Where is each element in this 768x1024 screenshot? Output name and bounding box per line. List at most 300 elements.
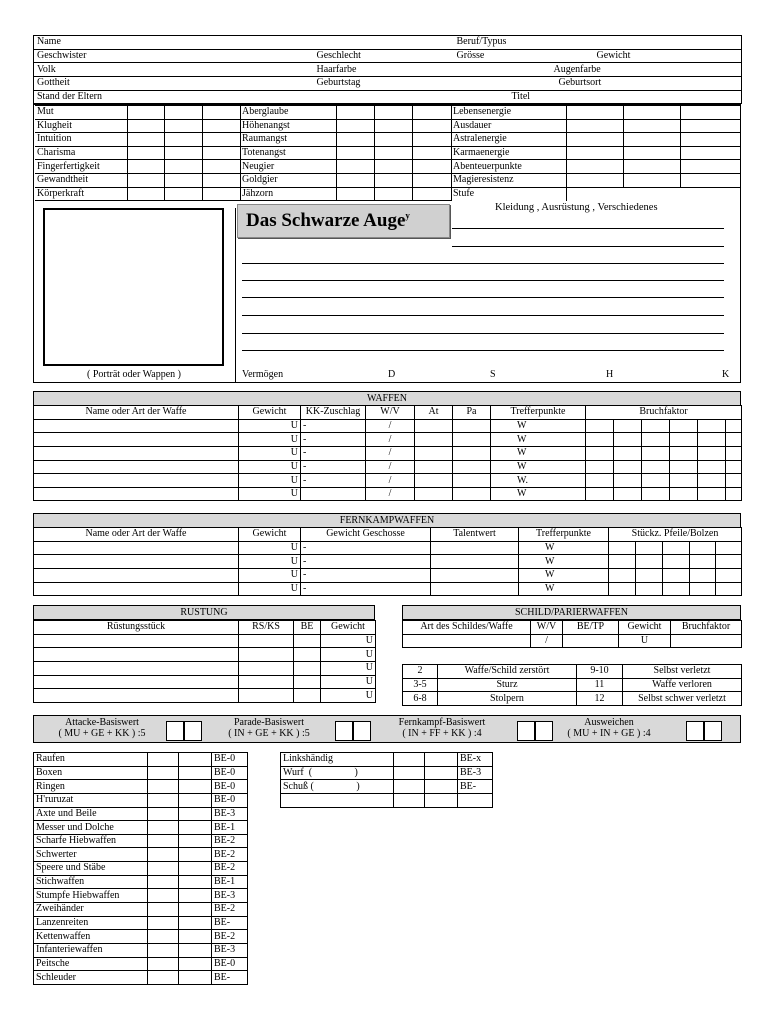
talent-value-cell[interactable] xyxy=(148,848,179,862)
col-header: Bruchfaktor xyxy=(586,406,742,420)
weapon-wv-cell[interactable]: / xyxy=(366,460,415,474)
weapon-pa-cell[interactable] xyxy=(453,460,491,474)
ranged-ammo-weight-cell[interactable]: - xyxy=(301,555,431,569)
weapon-break-cell[interactable] xyxy=(726,419,742,433)
ranged-talent-cell[interactable] xyxy=(431,568,519,582)
attribute-value-cell[interactable] xyxy=(566,187,623,201)
talent-value-cell[interactable] xyxy=(148,753,179,767)
weapon-pa-cell[interactable] xyxy=(453,419,491,433)
ranged-tp-cell[interactable]: W xyxy=(519,555,609,569)
attribute-value-cell[interactable] xyxy=(623,133,680,147)
ranged-count-cell[interactable] xyxy=(663,582,690,596)
weapon-break-cell[interactable] xyxy=(698,419,726,433)
ranged-count-cell[interactable] xyxy=(636,555,663,569)
attribute-value-cell[interactable] xyxy=(202,187,240,201)
patzer-table xyxy=(402,664,742,706)
ranged-count-cell[interactable] xyxy=(663,555,690,569)
ranged-count-cell[interactable] xyxy=(716,541,742,555)
attribute-value-cell[interactable] xyxy=(336,187,374,201)
ranged-count-cell[interactable] xyxy=(609,568,636,582)
talent-value-cell[interactable] xyxy=(179,807,212,821)
equipment-line[interactable] xyxy=(242,263,724,264)
weapon-name-cell[interactable] xyxy=(34,487,239,501)
talent-value-cell[interactable] xyxy=(179,889,212,903)
siblings-field[interactable]: Geschwister xyxy=(34,49,314,63)
attribute-value-cell[interactable] xyxy=(127,146,164,160)
deity-field[interactable]: Gottheit xyxy=(34,77,314,91)
talent-value-cell[interactable] xyxy=(148,766,179,780)
attribute-value-cell[interactable] xyxy=(623,146,680,160)
equipment-line[interactable] xyxy=(242,333,724,334)
talent-value-cell[interactable] xyxy=(148,780,179,794)
attribute-value-cell[interactable] xyxy=(127,119,164,133)
ranged-count-cell[interactable] xyxy=(690,582,716,596)
ranged-tp-cell[interactable]: W xyxy=(519,541,609,555)
weapon-at-cell[interactable] xyxy=(415,433,453,447)
talent-value-cell[interactable] xyxy=(148,821,179,835)
talent-value-cell[interactable] xyxy=(179,875,212,889)
wealth-h: H xyxy=(606,369,614,380)
attribute-value-cell[interactable] xyxy=(623,160,680,174)
talent-value-cell[interactable] xyxy=(179,753,212,767)
talent-value-cell[interactable] xyxy=(179,780,212,794)
table-row xyxy=(34,487,742,501)
table-header-row xyxy=(34,528,742,542)
armor-weight-cell[interactable]: U xyxy=(321,634,376,648)
armor-name-cell[interactable] xyxy=(34,675,239,689)
armor-rs-cell[interactable] xyxy=(239,675,294,689)
attribute-value-cell[interactable] xyxy=(374,173,412,187)
ranged-weight-cell[interactable]: U xyxy=(239,568,301,582)
equipment-line[interactable] xyxy=(242,297,724,298)
weapon-break-cell[interactable] xyxy=(726,460,742,474)
attribute-value-cell[interactable] xyxy=(412,160,451,174)
weapon-break-cell[interactable] xyxy=(642,474,670,488)
talent-value-cell[interactable] xyxy=(148,930,179,944)
attribute-value-cell[interactable] xyxy=(336,106,374,120)
ranged-ammo-weight-cell[interactable]: - xyxy=(301,568,431,582)
attribute-value-cell[interactable] xyxy=(680,160,740,174)
ranged-count-cell[interactable] xyxy=(690,568,716,582)
talent-value-cell[interactable] xyxy=(148,889,179,903)
shield-weight-cell[interactable]: U xyxy=(619,634,671,648)
ranged-count-cell[interactable] xyxy=(716,555,742,569)
shield-wv-cell[interactable]: / xyxy=(531,634,563,648)
talent-value-cell[interactable] xyxy=(179,834,212,848)
ranged-count-cell[interactable] xyxy=(609,541,636,555)
attribute-value-cell[interactable] xyxy=(680,173,740,187)
equipment-line[interactable] xyxy=(452,246,724,247)
weight-field[interactable]: Gewicht xyxy=(594,49,742,63)
ranged-name-cell[interactable] xyxy=(34,541,239,555)
weapon-tp-cell[interactable]: W xyxy=(491,419,586,433)
ranged-count-cell[interactable] xyxy=(663,541,690,555)
attribute-value-cell[interactable] xyxy=(374,187,412,201)
weapon-break-cell[interactable] xyxy=(670,446,698,460)
talent-value-cell[interactable] xyxy=(179,943,212,957)
armor-be-cell[interactable] xyxy=(294,675,321,689)
ranged-count-cell[interactable] xyxy=(636,582,663,596)
ranged-count-cell[interactable] xyxy=(716,582,742,596)
armor-be-cell[interactable] xyxy=(294,648,321,662)
attribute-value-cell[interactable] xyxy=(412,119,451,133)
weapon-break-cell[interactable] xyxy=(614,446,642,460)
armor-name-cell[interactable] xyxy=(34,648,239,662)
weapon-break-cell[interactable] xyxy=(698,487,726,501)
weapon-kk-cell[interactable]: - xyxy=(301,460,366,474)
talent-value-cell[interactable] xyxy=(425,753,458,767)
attribute-value-cell[interactable] xyxy=(336,133,374,147)
attribute-value-cell[interactable] xyxy=(202,173,240,187)
portrait-box[interactable] xyxy=(43,208,224,366)
weapon-weight-cell[interactable]: U xyxy=(239,474,301,488)
ranged-tp-cell[interactable]: W xyxy=(519,582,609,596)
weapon-wv-cell[interactable]: / xyxy=(366,474,415,488)
weapon-break-cell[interactable] xyxy=(586,474,614,488)
ranged-talent-cell[interactable] xyxy=(431,582,519,596)
attribute-value-cell[interactable] xyxy=(374,146,412,160)
talent-value-cell[interactable] xyxy=(148,793,179,807)
weapon-break-cell[interactable] xyxy=(642,433,670,447)
basiswert-input-box[interactable] xyxy=(166,721,184,741)
table-row xyxy=(34,433,742,447)
armor-rs-cell[interactable] xyxy=(239,634,294,648)
attribute-value-cell[interactable] xyxy=(566,146,623,160)
equipment-line[interactable] xyxy=(452,228,724,229)
weapon-break-cell[interactable] xyxy=(614,460,642,474)
attribute-value-cell[interactable] xyxy=(127,133,164,147)
talent-value-cell[interactable] xyxy=(425,793,458,807)
weapon-kk-cell[interactable] xyxy=(301,487,366,501)
ranged-ammo-weight-cell[interactable]: - xyxy=(301,541,431,555)
weapon-break-cell[interactable] xyxy=(586,419,614,433)
equipment-line[interactable] xyxy=(242,315,724,316)
armor-weight-cell[interactable]: U xyxy=(321,648,376,662)
shield-break-cell[interactable] xyxy=(671,634,742,648)
weapon-break-cell[interactable] xyxy=(586,460,614,474)
ranged-ammo-weight-cell[interactable]: - xyxy=(301,582,431,596)
waffen-table xyxy=(33,405,742,501)
weapon-wv-cell[interactable]: / xyxy=(366,446,415,460)
attribute-value-cell[interactable] xyxy=(164,106,202,120)
table-row xyxy=(34,675,376,689)
weapon-at-cell[interactable] xyxy=(415,487,453,501)
attribute-value-cell[interactable] xyxy=(412,146,451,160)
ranged-name-cell[interactable] xyxy=(34,555,239,569)
attribute-value-cell[interactable] xyxy=(566,133,623,147)
attribute-row xyxy=(451,119,740,133)
talent-value-cell[interactable] xyxy=(179,862,212,876)
weapon-break-cell[interactable] xyxy=(670,419,698,433)
weapon-name-cell[interactable] xyxy=(34,446,239,460)
attribute-value-cell[interactable] xyxy=(412,106,451,120)
weapon-kk-cell[interactable]: - xyxy=(301,419,366,433)
ranged-name-cell[interactable] xyxy=(34,582,239,596)
attribute-value-cell[interactable] xyxy=(623,106,680,120)
gender-field[interactable]: Geschlecht xyxy=(314,49,454,63)
table-row xyxy=(34,568,742,582)
attribute-value-cell[interactable] xyxy=(127,160,164,174)
weapon-pa-cell[interactable] xyxy=(453,446,491,460)
parents-status-field[interactable]: Stand der Eltern xyxy=(34,90,454,104)
attribute-value-cell[interactable] xyxy=(374,133,412,147)
attribute-value-cell[interactable] xyxy=(566,160,623,174)
weapon-break-cell[interactable] xyxy=(698,460,726,474)
weapon-weight-cell[interactable]: U xyxy=(239,487,301,501)
hair-color-field[interactable]: Haarfarbe xyxy=(314,63,454,77)
weapon-at-cell[interactable] xyxy=(415,474,453,488)
weapon-break-cell[interactable] xyxy=(698,474,726,488)
ranged-count-cell[interactable] xyxy=(663,568,690,582)
weapon-break-cell[interactable] xyxy=(614,474,642,488)
table-row xyxy=(34,930,248,944)
armor-rs-cell[interactable] xyxy=(239,648,294,662)
weapon-wv-cell[interactable]: / xyxy=(366,487,415,501)
attribute-value-cell[interactable] xyxy=(164,187,202,201)
attribute-value-cell[interactable] xyxy=(164,160,202,174)
talent-value-cell[interactable] xyxy=(179,916,212,930)
talent-value-cell[interactable] xyxy=(179,930,212,944)
weapon-name-cell[interactable] xyxy=(34,474,239,488)
armor-name-cell[interactable] xyxy=(34,634,239,648)
equipment-line[interactable] xyxy=(242,350,724,351)
basiswert-input-box[interactable] xyxy=(704,721,722,741)
attribute-value-cell[interactable] xyxy=(680,119,740,133)
attribute-value-cell[interactable] xyxy=(202,133,240,147)
weapon-weight-cell[interactable]: U xyxy=(239,460,301,474)
weapon-at-cell[interactable] xyxy=(415,446,453,460)
attribute-value-cell[interactable] xyxy=(127,187,164,201)
ranged-weight-cell[interactable]: U xyxy=(239,582,301,596)
special-talent-name: Linkshändig xyxy=(281,753,394,767)
talent-value-cell[interactable] xyxy=(394,793,425,807)
talent-value-cell[interactable] xyxy=(148,957,179,971)
weapon-name-cell[interactable] xyxy=(34,433,239,447)
talent-value-cell[interactable] xyxy=(148,971,179,985)
people-field[interactable]: Volk xyxy=(34,63,314,77)
weapon-kk-cell[interactable]: - xyxy=(301,433,366,447)
attribute-value-cell[interactable] xyxy=(336,160,374,174)
attribute-value-cell[interactable] xyxy=(623,187,680,201)
weapon-pa-cell[interactable] xyxy=(453,433,491,447)
attribute-value-cell[interactable] xyxy=(374,106,412,120)
talent-value-cell[interactable] xyxy=(179,971,212,985)
ranged-count-cell[interactable] xyxy=(716,568,742,582)
weapon-break-cell[interactable] xyxy=(670,474,698,488)
weapon-name-cell[interactable] xyxy=(34,419,239,433)
ranged-count-cell[interactable] xyxy=(609,582,636,596)
ranged-weight-cell[interactable]: U xyxy=(239,541,301,555)
basiswert-input-box[interactable] xyxy=(686,721,704,741)
attribute-value-cell[interactable] xyxy=(202,119,240,133)
attribute-value-cell[interactable] xyxy=(127,173,164,187)
talent-value-cell[interactable] xyxy=(148,834,179,848)
talent-value-cell[interactable] xyxy=(179,793,212,807)
ranged-talent-cell[interactable] xyxy=(431,555,519,569)
attribute-value-cell[interactable] xyxy=(566,173,623,187)
weapon-break-cell[interactable] xyxy=(614,433,642,447)
basiswert-input-box[interactable] xyxy=(335,721,353,741)
table-row xyxy=(34,689,376,703)
talent-value-cell[interactable] xyxy=(148,903,179,917)
weapon-kk-cell[interactable]: - xyxy=(301,446,366,460)
kampftalente-table xyxy=(33,752,248,985)
ranged-count-cell[interactable] xyxy=(690,541,716,555)
weapon-break-cell[interactable] xyxy=(670,487,698,501)
talent-value-cell[interactable] xyxy=(179,821,212,835)
basiswert-input-box[interactable] xyxy=(184,721,202,741)
talent-be: BE-0 xyxy=(212,780,248,794)
weapon-break-cell[interactable] xyxy=(614,419,642,433)
talent-value-cell[interactable] xyxy=(148,943,179,957)
talent-value-cell[interactable] xyxy=(148,862,179,876)
weapon-break-cell[interactable] xyxy=(726,474,742,488)
attribute-value-cell[interactable] xyxy=(680,106,740,120)
weapon-weight-cell[interactable]: U xyxy=(239,419,301,433)
talent-value-cell[interactable] xyxy=(148,875,179,889)
weapon-pa-cell[interactable] xyxy=(453,487,491,501)
weapon-tp-cell[interactable]: W xyxy=(491,487,586,501)
attribute-value-cell[interactable] xyxy=(412,173,451,187)
shield-name-cell[interactable] xyxy=(403,634,531,648)
weapon-break-cell[interactable] xyxy=(586,433,614,447)
ranged-tp-cell[interactable]: W xyxy=(519,568,609,582)
armor-weight-cell[interactable]: U xyxy=(321,675,376,689)
talent-value-cell[interactable] xyxy=(425,780,458,794)
talent-value-cell[interactable] xyxy=(179,957,212,971)
attribute-value-cell[interactable] xyxy=(202,160,240,174)
attribute-value-cell[interactable] xyxy=(127,106,164,120)
equipment-line[interactable] xyxy=(242,280,724,281)
weapon-break-cell[interactable] xyxy=(614,487,642,501)
talent-value-cell[interactable] xyxy=(394,766,425,780)
birthday-field[interactable]: Geburtstag xyxy=(314,77,454,91)
eye-color-field[interactable]: Augenfarbe xyxy=(454,63,742,77)
weapon-tp-cell[interactable]: W xyxy=(491,460,586,474)
attribute-value-cell[interactable] xyxy=(680,187,740,201)
attribute-row xyxy=(240,187,451,201)
weapon-wv-cell[interactable]: / xyxy=(366,433,415,447)
attribute-value-cell[interactable] xyxy=(164,173,202,187)
attribute-value-cell[interactable] xyxy=(336,146,374,160)
armor-weight-cell[interactable]: U xyxy=(321,661,376,675)
ranged-count-cell[interactable] xyxy=(636,568,663,582)
talent-name: Raufen xyxy=(34,753,148,767)
attribute-value-cell[interactable] xyxy=(566,106,623,120)
attribute-value-cell[interactable] xyxy=(623,119,680,133)
talent-value-cell[interactable] xyxy=(148,807,179,821)
weapon-tp-cell[interactable]: W xyxy=(491,433,586,447)
armor-name-cell[interactable] xyxy=(34,689,239,703)
basiswert-input-box[interactable] xyxy=(353,721,371,741)
weapon-break-cell[interactable] xyxy=(670,433,698,447)
special-talent-name xyxy=(281,793,394,807)
attribute-value-cell[interactable] xyxy=(202,106,240,120)
attribute-value-cell[interactable] xyxy=(202,146,240,160)
weapon-break-cell[interactable] xyxy=(642,487,670,501)
armor-weight-cell[interactable]: U xyxy=(321,689,376,703)
armor-be-cell[interactable] xyxy=(294,661,321,675)
attribute-value-cell[interactable] xyxy=(412,133,451,147)
ranged-name-cell[interactable] xyxy=(34,568,239,582)
armor-rs-cell[interactable] xyxy=(239,689,294,703)
talent-value-cell[interactable] xyxy=(394,753,425,767)
col-header: W/V xyxy=(366,406,415,420)
weapon-break-cell[interactable] xyxy=(642,446,670,460)
table-row xyxy=(34,848,248,862)
shield-betp-cell[interactable] xyxy=(563,634,619,648)
talent-value-cell[interactable] xyxy=(179,766,212,780)
talent-value-cell[interactable] xyxy=(425,766,458,780)
armor-be-cell[interactable] xyxy=(294,689,321,703)
ranged-talent-cell[interactable] xyxy=(431,541,519,555)
personal-row xyxy=(34,77,742,91)
armor-name-cell[interactable] xyxy=(34,661,239,675)
attribute-value-cell[interactable] xyxy=(374,119,412,133)
attribute-value-cell[interactable] xyxy=(680,133,740,147)
attribute-value-cell[interactable] xyxy=(412,187,451,201)
title-field[interactable]: Titel xyxy=(454,90,742,104)
attribute-value-cell[interactable] xyxy=(566,119,623,133)
height-field[interactable]: Grösse xyxy=(454,49,594,63)
ranged-count-cell[interactable] xyxy=(609,555,636,569)
armor-be-cell[interactable] xyxy=(294,634,321,648)
talent-value-cell[interactable] xyxy=(394,780,425,794)
weapon-weight-cell[interactable]: U xyxy=(239,446,301,460)
attribute-value-cell[interactable] xyxy=(164,119,202,133)
attribute-value-cell[interactable] xyxy=(164,146,202,160)
weapon-kk-cell[interactable]: - xyxy=(301,474,366,488)
weapon-wv-cell[interactable]: / xyxy=(366,419,415,433)
patzer-effect: Selbst schwer verletzt xyxy=(623,692,742,706)
attribute-value-cell[interactable] xyxy=(164,133,202,147)
talent-value-cell[interactable] xyxy=(148,916,179,930)
talent-value-cell[interactable] xyxy=(179,848,212,862)
weapon-break-cell[interactable] xyxy=(726,487,742,501)
profession-field[interactable]: Beruf/Typus xyxy=(454,36,742,50)
attribute-value-cell[interactable] xyxy=(680,146,740,160)
basiswert-input-box[interactable] xyxy=(517,721,535,741)
ranged-count-cell[interactable] xyxy=(690,555,716,569)
armor-rs-cell[interactable] xyxy=(239,661,294,675)
weapon-break-cell[interactable] xyxy=(642,419,670,433)
attribute-value-cell[interactable] xyxy=(374,160,412,174)
weapon-at-cell[interactable] xyxy=(415,460,453,474)
weapon-break-cell[interactable] xyxy=(670,460,698,474)
attribute-value-cell[interactable] xyxy=(336,119,374,133)
ranged-weight-cell[interactable]: U xyxy=(239,555,301,569)
weapon-break-cell[interactable] xyxy=(586,487,614,501)
weapon-tp-cell[interactable]: W. xyxy=(491,474,586,488)
weapon-break-cell[interactable] xyxy=(642,460,670,474)
weapon-break-cell[interactable] xyxy=(586,446,614,460)
weapon-break-cell[interactable] xyxy=(726,446,742,460)
weapon-break-cell[interactable] xyxy=(726,433,742,447)
weapon-break-cell[interactable] xyxy=(698,433,726,447)
attribute-value-cell[interactable] xyxy=(623,173,680,187)
weapon-name-cell[interactable] xyxy=(34,460,239,474)
weapon-break-cell[interactable] xyxy=(698,446,726,460)
attribute-value-cell[interactable] xyxy=(336,173,374,187)
weapon-at-cell[interactable] xyxy=(415,419,453,433)
weapon-weight-cell[interactable]: U xyxy=(239,433,301,447)
ranged-count-cell[interactable] xyxy=(636,541,663,555)
name-field[interactable]: Name xyxy=(34,36,454,50)
birthplace-field[interactable]: Geburtsort xyxy=(454,77,742,91)
weapon-pa-cell[interactable] xyxy=(453,474,491,488)
weapon-tp-cell[interactable]: W xyxy=(491,446,586,460)
talent-value-cell[interactable] xyxy=(179,903,212,917)
